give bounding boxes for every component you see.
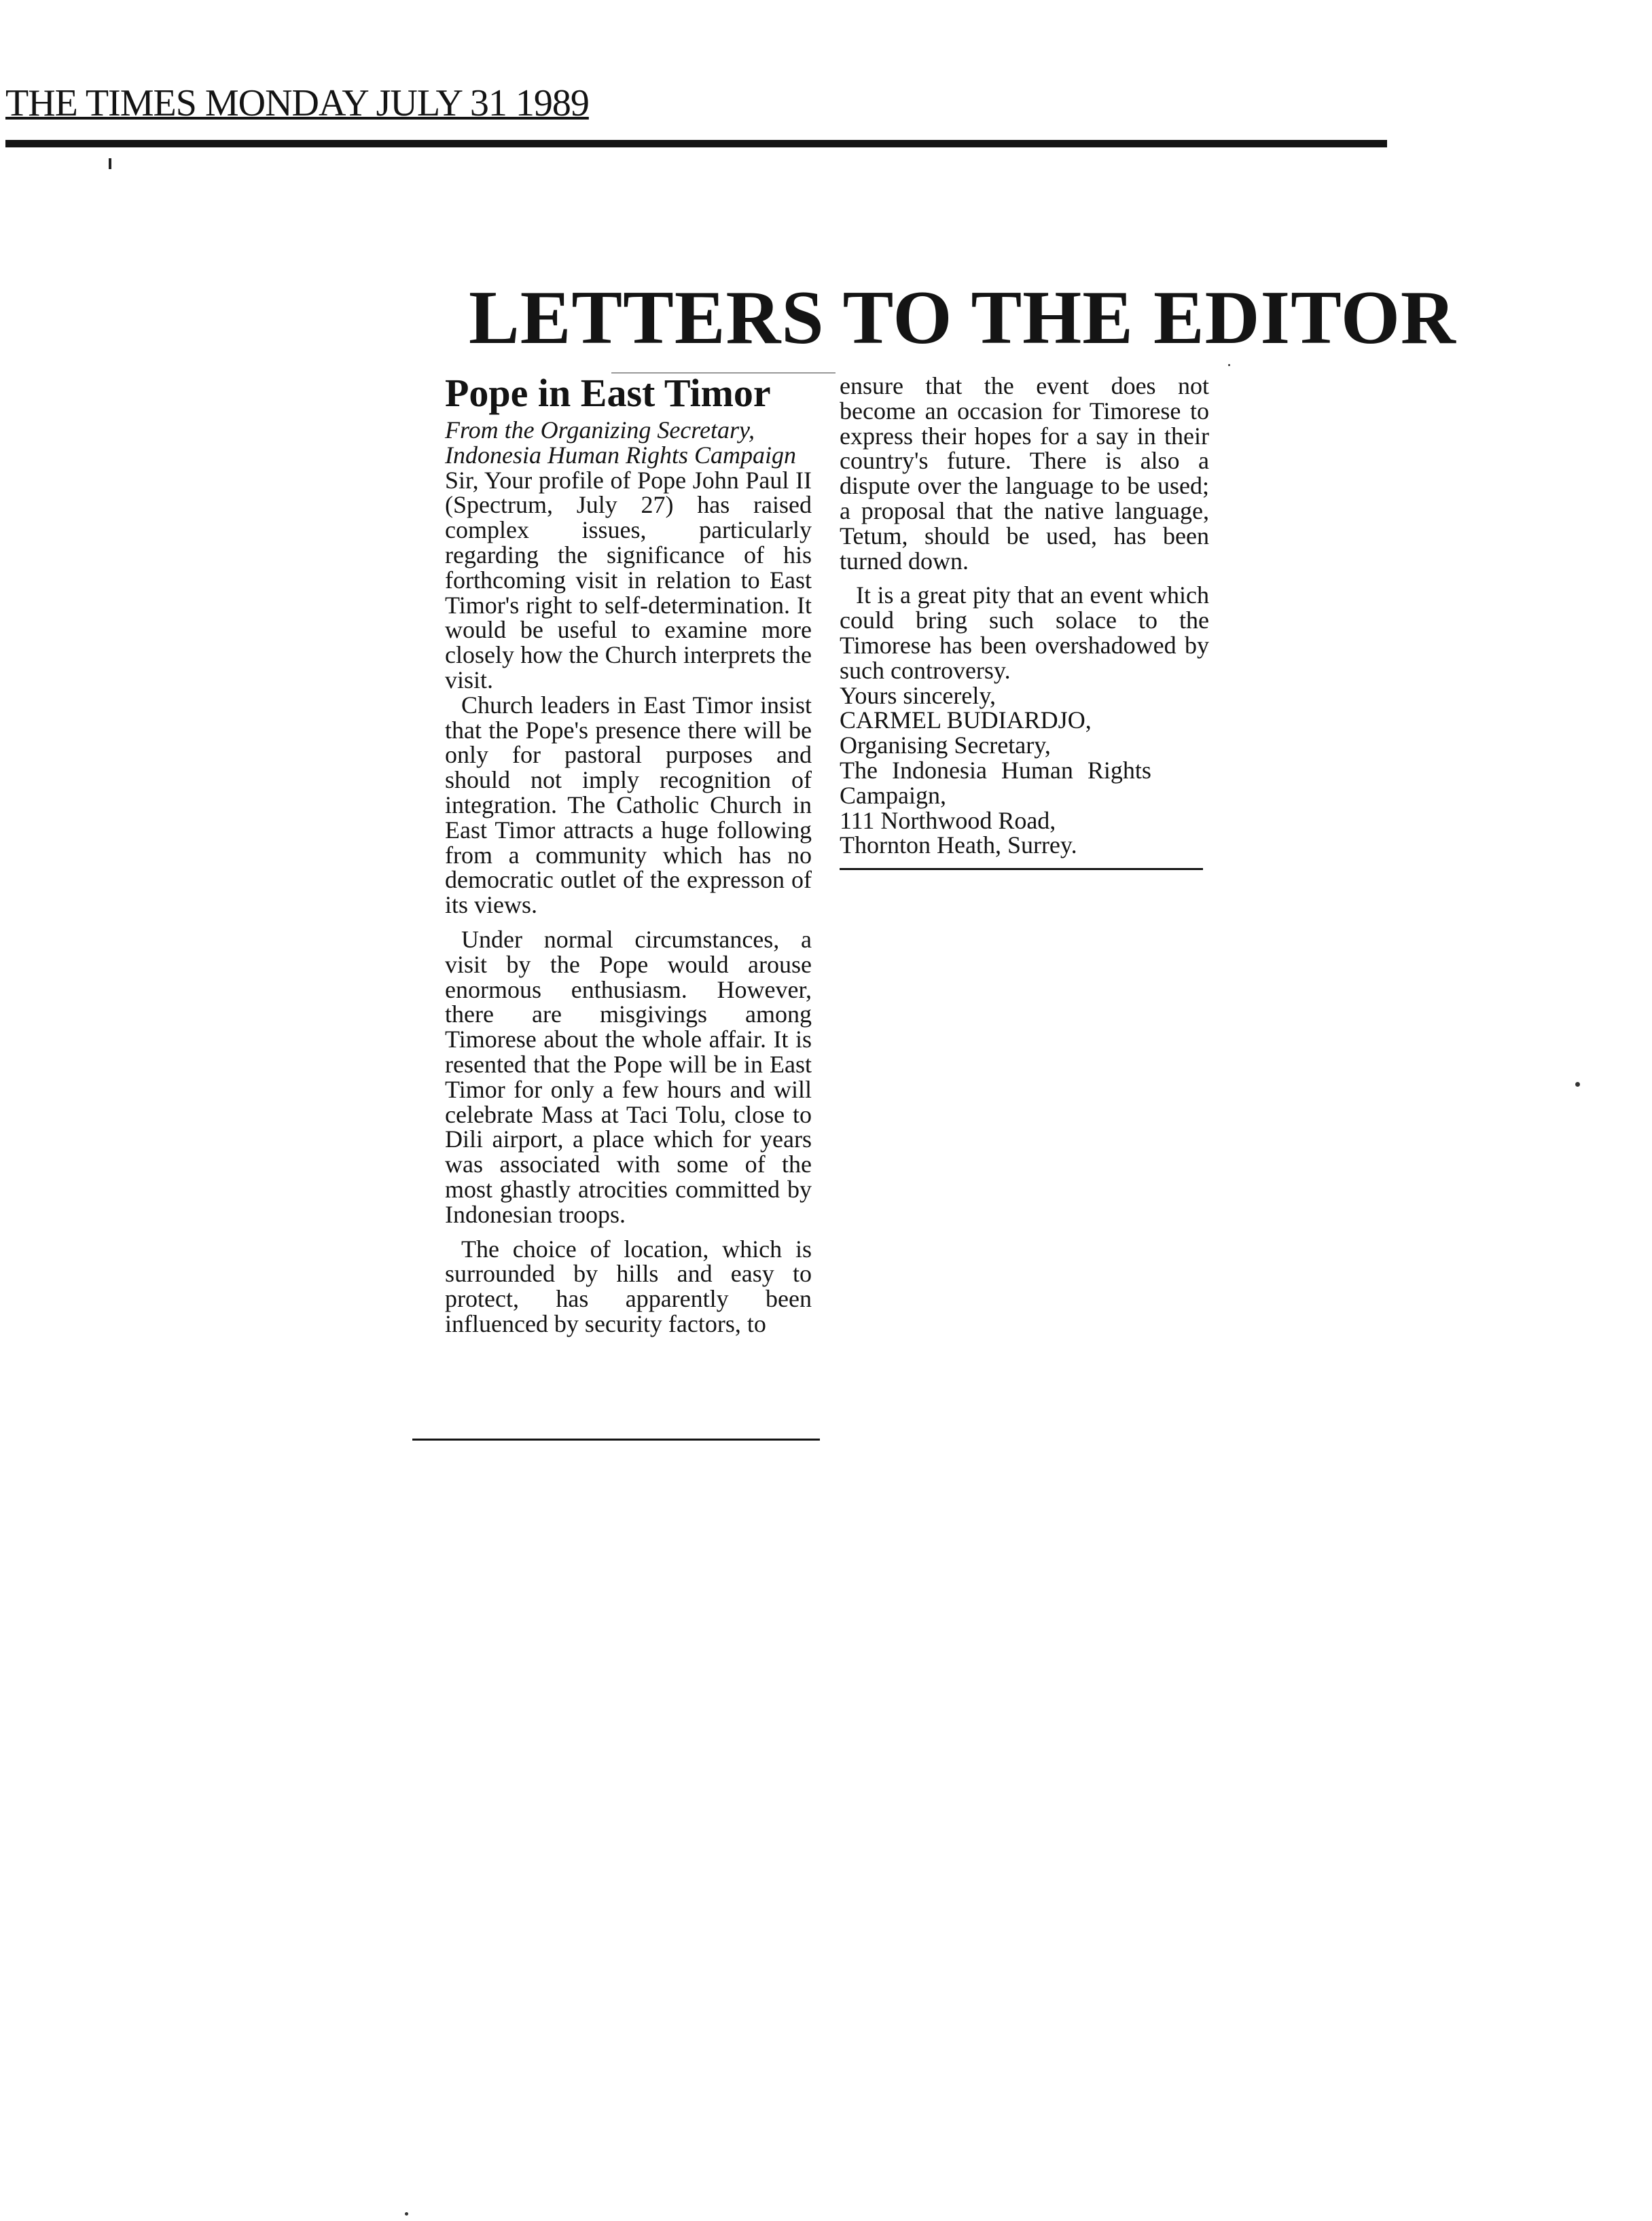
signoff-line: The Indonesia Human Rights bbox=[840, 756, 1151, 784]
letter-paragraph: ensure that the event does not become an occasion for Timorese to express their hopes for a say in their country's future. There is also a dispute over the language to be used; a proposal that the native language, Tetum, should be used, has been turned down. bbox=[840, 372, 1209, 575]
signoff-line: Organising Secretary, bbox=[840, 732, 1051, 759]
letter-paragraph: Church leaders in East Timor insist that the Pope's presence there will be only for pastoral purposes and should not imply recognition of integration. The Catholic Church in East Timor attracts a huge following from a community which has no democratic outlet of the expresson of its views. bbox=[445, 691, 812, 919]
letter-column-2 bbox=[840, 374, 1209, 858]
masthead-dateline: THE TIMES MONDAY JULY 31 1989 bbox=[5, 82, 589, 124]
column-1-end-rule bbox=[412, 1439, 820, 1441]
scan-speck bbox=[1228, 364, 1230, 366]
signoff-line: Yours sincerely, bbox=[840, 681, 996, 709]
scan-speck bbox=[1575, 1082, 1580, 1087]
letter-paragraph: It is a great pity that an event which could bring such solace to the Timorese has been overshadowed by such controversy. bbox=[840, 581, 1209, 684]
signoff-line: Campaign, bbox=[840, 781, 946, 809]
section-title: LETTERS TO THE EDITOR bbox=[469, 276, 1456, 360]
letter-paragraph: The choice of location, which is surrounded by hills and easy to protect, has apparently been influenced by security factors, to bbox=[445, 1235, 812, 1337]
signoff-line: Thornton Heath, Surrey. bbox=[840, 831, 1077, 859]
masthead-rule bbox=[5, 140, 1387, 147]
letter-byline: From the Organizing Secretary, Indonesia Human Rights Campaign bbox=[445, 416, 796, 469]
scan-speck bbox=[405, 2212, 408, 2216]
signoff-line: CARMEL BUDIARDJO, bbox=[840, 706, 1092, 734]
signoff-line: 111 Northwood Road, bbox=[840, 806, 1056, 834]
letter-column-1 bbox=[445, 370, 812, 1337]
letter-paragraph: Sir, Your profile of Pope John Paul II (Spectrum, July 27) has raised complex issues, particularly regarding the significance of his forthcoming visit in relation to East Timor's right to self-determination. It would be useful to examine more closely how the Church interprets the visit. bbox=[445, 466, 812, 693]
letter-headline: Pope in East Timor bbox=[445, 371, 771, 415]
letter-paragraph: Under normal circumstances, a visit by the Pope would arouse enormous enthusiasm. However, there are misgivings among Timorese about the whole affair. It is resented that the Pope will be in East Timor for only a few hours and will celebrate Mass at Taci Tolu, close to Dili airport, a place which for years was associated with some of the most ghastly atrocities committed by Indonesian troops. bbox=[445, 925, 812, 1228]
column-2-end-rule bbox=[840, 868, 1203, 870]
letter-signoff bbox=[840, 683, 1209, 859]
margin-mark bbox=[109, 158, 111, 169]
